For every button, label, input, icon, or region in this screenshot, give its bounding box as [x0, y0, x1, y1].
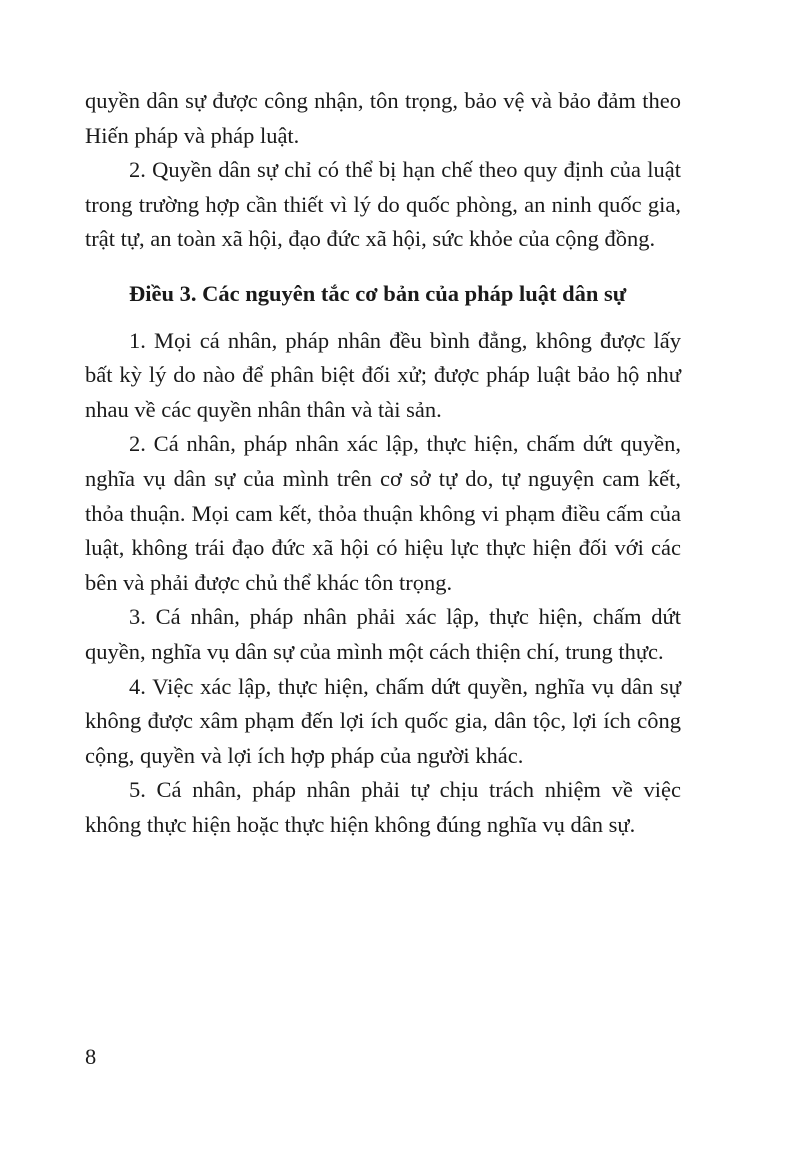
article-clause-2: 2. Cá nhân, pháp nhân xác lập, thực hiện, chấm dứt quyền, nghĩa vụ dân sự của mình trên cơ sở tự do, tự nguyện cam kết, thỏa thuận. Mọi cam kết, thỏa thuận không vi phạm điều cấm của luật, không trái đạo đức xã hội có hiệu lực thực hiện đối với các bên và phải được chủ thể khác tôn trọng. [85, 431, 681, 595]
article-clause-5: 5. Cá nhân, pháp nhân phải tự chịu trách nhiệm về việc không thực hiện hoặc thực hiện không đúng nghĩa vụ dân sự. [85, 777, 681, 837]
paragraph-clause-2: 2. Quyền dân sự chỉ có thể bị hạn chế theo quy định của luật trong trường hợp cần thiết vì lý do quốc phòng, an ninh quốc gia, trật tự, an toàn xã hội, đạo đức xã hội, sức khỏe của cộng đồng. [85, 157, 681, 252]
article-clause-4: 4. Việc xác lập, thực hiện, chấm dứt quyền, nghĩa vụ dân sự không được xâm phạm đến lợi ích quốc gia, dân tộc, lợi ích công cộng, quyền và lợi ích hợp pháp của người khác. [85, 673, 681, 768]
article-heading: Điều 3. Các nguyên tắc cơ bản của pháp luật dân sự [129, 280, 627, 306]
continued-paragraph: quyền dân sự được công nhận, tôn trọng, bảo vệ và bảo đảm theo Hiến pháp và pháp luật. [85, 88, 681, 148]
article-clause-3: 3. Cá nhân, pháp nhân phải xác lập, thực hiện, chấm dứt quyền, nghĩa vụ dân sự của mình một cách thiện chí, trung thực. [85, 604, 681, 664]
page-body [85, 84, 681, 842]
page-number: 8 [85, 1044, 97, 1069]
article-clause-1: 1. Mọi cá nhân, pháp nhân đều bình đẳng, không được lấy bất kỳ lý do nào để phân biệt đối xử; được pháp luật bảo hộ như nhau về các quyền nhân thân và tài sản. [85, 327, 681, 422]
